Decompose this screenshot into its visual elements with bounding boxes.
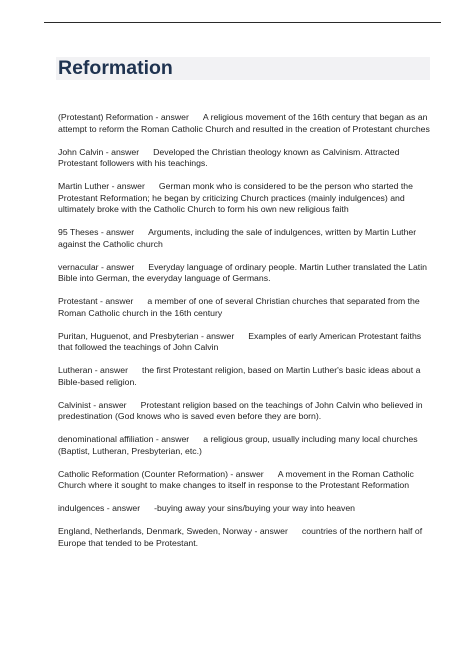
flashcard-entry xyxy=(58,526,430,549)
entry-term: Protestant - answer xyxy=(58,296,134,306)
entry-term: denominational affiliation - answer xyxy=(58,434,190,444)
entry-definition: -buying away your sins/buying your way into heaven xyxy=(154,503,355,513)
entry-term: indulgences - answer xyxy=(58,503,141,513)
entry-term: vernacular - answer xyxy=(58,261,135,272)
flashcard-entry xyxy=(58,296,430,319)
flashcard-entry xyxy=(58,400,430,423)
entry-term: Puritan, Huguenot, and Presbyterian - answer xyxy=(58,330,235,341)
flashcard-entry xyxy=(58,181,430,216)
entry-definition: a member of one of several Christian churches that separated from the Roman Catholic church in the 16th century xyxy=(58,296,420,318)
entry-term: Catholic Reformation (Counter Reformation) - answer xyxy=(58,468,264,479)
entry-definition: countries of the northern half of Europe that tended to be Protestant. xyxy=(58,526,423,548)
entry-term: John Calvin - answer xyxy=(58,146,140,157)
flashcard-entry xyxy=(58,227,430,250)
flashcard-entry xyxy=(58,331,430,354)
flashcard-entry xyxy=(58,365,430,388)
flashcard-entry xyxy=(58,434,430,457)
entry-definition: Everyday language of ordinary people. Martin Luther translated the Latin Bible into German, the everyday language of Germans. xyxy=(58,261,427,283)
entry-definition: Arguments, including the sale of indulgences, written by Martin Luther against the Catholic church xyxy=(58,227,417,249)
flashcard-list xyxy=(58,112,430,561)
flashcard-entry xyxy=(58,112,430,135)
entry-definition: a religious group, usually including many local churches (Baptist, Lutheran, Presbyterian, etc.) xyxy=(58,434,418,456)
entry-definition: Protestant religion based on the teachings of John Calvin who believed in predestination (God knows who is saved even before they are born). xyxy=(58,399,423,421)
entry-definition: German monk who is considered to be the person who started the Protestant Reformation; he began by criticizing Church practices (mainly indulgences) and ultimately broke with the Catholic Church to form his own new religious faith xyxy=(58,181,413,214)
top-divider xyxy=(44,22,441,23)
entry-definition: Examples of early American Protestant faiths that followed the teachings of John Calvin xyxy=(58,330,422,352)
entry-term: Martin Luther - answer xyxy=(58,181,145,191)
entry-term: England, Netherlands, Denmark, Sweden, Norway - answer xyxy=(58,526,288,536)
entry-term: Calvinist - answer xyxy=(58,399,127,410)
entry-definition: A movement in the Roman Catholic Church where it sought to make changes to itself in response to the Protestant Reformation xyxy=(58,468,414,490)
page-title: Reformation xyxy=(58,57,173,79)
entry-definition: A religious movement of the 16th century that began as an attempt to reform the Roman Catholic Church and resulted in the creation of Protestant churches xyxy=(58,112,430,134)
entry-term: (Protestant) Reformation - answer xyxy=(58,112,189,122)
entry-definition: the first Protestant religion, based on Martin Luther's basic ideas about a Bible-based religion. xyxy=(58,365,421,387)
entry-definition: Developed the Christian theology known as Calvinism. Attracted Protestant followers with his teachings. xyxy=(58,146,400,168)
flashcard-entry xyxy=(58,469,430,492)
flashcard-entry xyxy=(58,503,430,515)
flashcard-entry xyxy=(58,147,430,170)
flashcard-entry xyxy=(58,262,430,285)
entry-term: 95 Theses - answer xyxy=(58,227,135,237)
entry-term: Lutheran - answer xyxy=(58,365,129,375)
